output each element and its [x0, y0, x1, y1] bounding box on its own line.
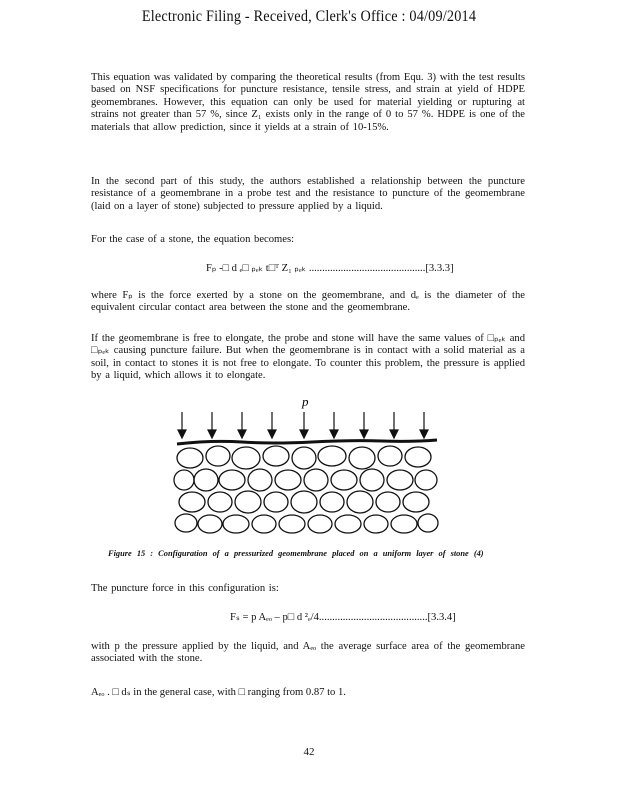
pressure-arrows — [178, 412, 428, 438]
equation-3-3-4: Fₛ = p Aₑₒ – p□ d ²ₑ/4.........................................[3.3.4] — [230, 612, 456, 623]
paragraph-free-to-elongate: If the geomembrane is free to elongate, the probe and stone will have the same values of □ₚₑₖ and □ₚₑₖ causing puncture failure. But when the geomembrane is in contact with a solid material as a soil, in contact to stones it is not free to elongate. To counter this problem, the pressure is applied by a liquid, which allows it to elongate. — [91, 333, 525, 382]
paragraph-pressure-definition: with p the pressure applied by the liquid, and Aₑₒ the average surface area of the geomembrane associated with the stone. — [91, 641, 525, 665]
paragraph-second-part: In the second part of this study, the authors established a relationship between the puncture resistance of a geomembrane in a probe test and the resistance to puncture of the geomembrane (laid on a layer of stone) subjected to pressure applied by a liquid. — [91, 176, 525, 212]
page-number: 42 — [303, 746, 315, 758]
paragraph-puncture-force: The puncture force in this configuration is: — [91, 583, 279, 594]
equation-3-3-3: Fₚ -□ d ₑ□ ₚₑₖ t□ᵀ Z₁ ₚₑₖ ............................................[3.3.3] — [206, 263, 454, 274]
pressure-label: p — [302, 396, 309, 409]
paragraph-where: where Fₚ is the force exerted by a stone on the geomembrane, and dₑ is the diameter of the equivalent circular contact area between the stone and the geomembrane. — [91, 290, 525, 314]
figure-pressurized-geomembrane — [172, 396, 442, 551]
geomembrane-line — [177, 440, 437, 444]
paragraph-validation: This equation was validated by comparing the theoretical results (from Equ. 3) with the test results based on NSF specifications for puncture resistance, tensile stress, and strain at yield of HDPE geomembranes. However, this equation can only be used for material yielding or rupturing at strains not greater than 57 %, since Z₁ exists only in the range of 0 to 57 %. HDPE is one of the materials that allow prediction, since it yields at a strain of 10-15%. — [91, 72, 525, 133]
equation-area: Aₑₒ . □ dₛ in the general case, with □ ranging from 0.87 to 1. — [91, 687, 346, 698]
figure-caption: Figure 15 : Configuration of a pressurized geomembrane placed on a uniform layer of stone (4) — [108, 549, 484, 558]
paragraph-stone-case: For the case of a stone, the equation becomes: — [91, 234, 295, 245]
filing-header: Electronic Filing - Received, Clerk's Office : 04/09/2014 — [141, 8, 477, 25]
stone-layer — [174, 446, 438, 533]
